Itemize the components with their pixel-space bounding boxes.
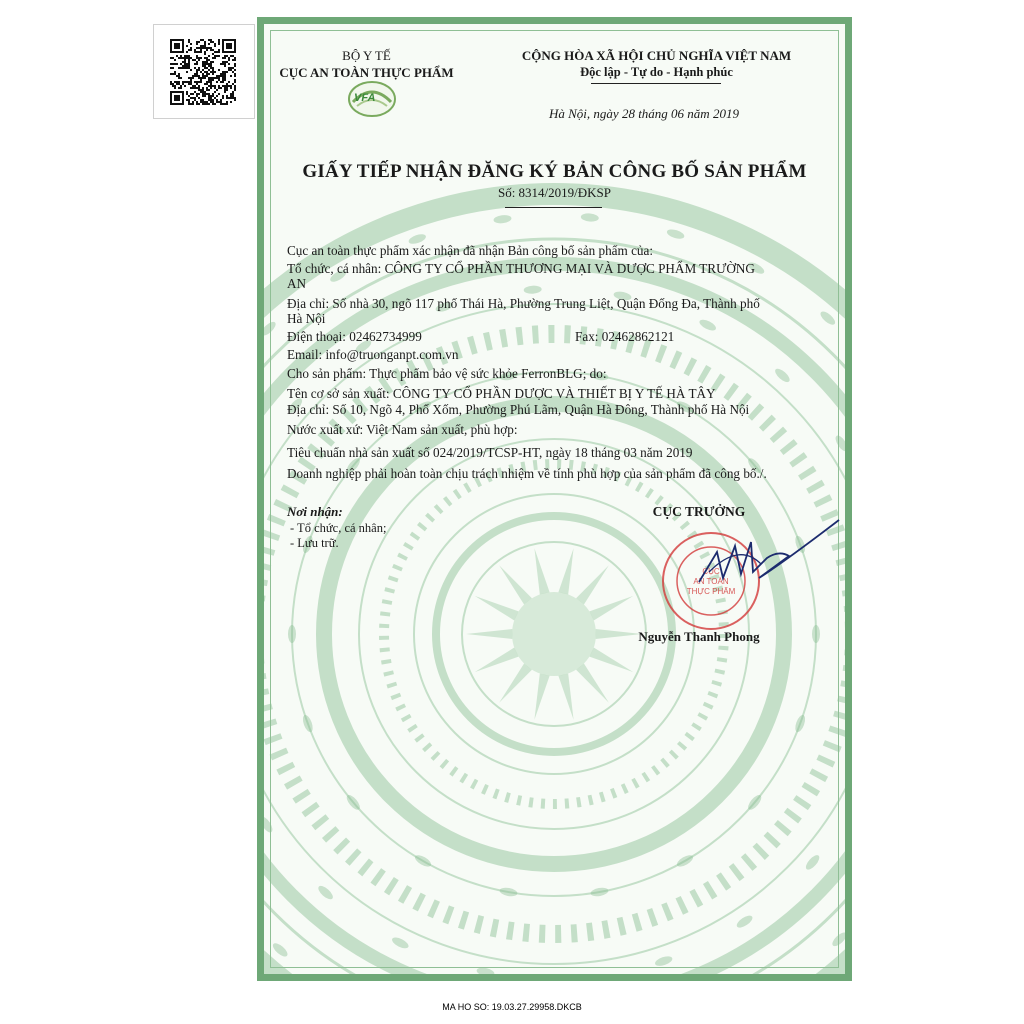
qr-code-frame xyxy=(153,24,255,119)
ministry-name: BỘ Y TẾ xyxy=(342,48,391,63)
organization-line: Tổ chức, cá nhân: CÔNG TY CỔ PHẦN THƯƠNG MẠI VÀ DƯỢC PHẨM TRƯỜNG xyxy=(287,261,755,276)
svg-text:CỤC: CỤC xyxy=(702,567,720,576)
organization-line-cont: AN xyxy=(287,276,307,291)
national-motto: Độc lập - Tự do - Hạnh phúc xyxy=(580,65,733,79)
signatory-title: CỤC TRƯỞNG xyxy=(652,504,746,519)
standard-line: Tiêu chuẩn nhà sản xuất số 024/2019/TCSP-HT, ngày 18 tháng 03 năm 2019 xyxy=(287,445,693,460)
svg-text:AN TOÀN: AN TOÀN xyxy=(693,577,729,586)
recipients-heading: Nơi nhận: xyxy=(287,504,343,519)
country-name: CỘNG HÒA XÃ HỘI CHỦ NGHĨA VIỆT NAM xyxy=(521,48,792,63)
signatory-name: Nguyễn Thanh Phong xyxy=(638,629,760,644)
issue-date: Hà Nội, ngày 28 tháng 06 năm 2019 xyxy=(549,106,739,121)
vfa-logo-text: VFA xyxy=(354,92,376,104)
manufacturer-line: Tên cơ sở sản xuất: CÔNG TY CỔ PHẦN DƯỢC VÀ THIẾT BỊ Y TẾ HÀ TÂY xyxy=(287,386,716,401)
handwritten-signature xyxy=(686,512,849,602)
intro-text: Cục an toàn thực phẩm xác nhận đã nhận Bản công bố sản phẩm của: xyxy=(287,243,654,258)
certificate-content xyxy=(264,24,845,974)
responsibility-statement: Doanh nghiệp phải hoàn toàn chịu trách nhiệm về tính phù hợp của sản phẩm đã công bố./. xyxy=(287,466,767,481)
recipient-item: - Tổ chức, cá nhân; xyxy=(290,521,387,535)
origin-line: Nước xuất xứ: Việt Nam sản xuất, phù hợp: xyxy=(287,422,518,437)
agency-name: CỤC AN TOÀN THỰC PHẨM xyxy=(279,65,454,80)
qr-code-icon xyxy=(170,39,236,105)
svg-text:THỰC PHẨM: THỰC PHẨM xyxy=(686,587,736,596)
registration-number: Số: 8314/2019/ĐKSP xyxy=(497,185,612,200)
recipient-item: - Lưu trữ. xyxy=(290,536,339,550)
organization-address-cont: Hà Nội xyxy=(287,311,326,326)
title-underline xyxy=(505,207,602,208)
record-code: MA HO SO: 19.03.27.29958.DKCB xyxy=(442,1002,582,1012)
product-line: Cho sản phẩm: Thực phẩm bảo vệ sức khỏe FerronBLG; do: xyxy=(287,366,607,381)
fax-number: Fax: 02462862121 xyxy=(575,329,675,344)
phone-number: Điện thoại: 02462734999 xyxy=(287,329,422,344)
manufacturer-address: Địa chỉ: Số 10, Ngõ 4, Phố Xốm, Phường Phú Lãm, Quận Hà Đông, Thành phố Hà Nội xyxy=(287,402,750,417)
email-address: Email: info@truonganpt.com.vn xyxy=(287,347,459,362)
document-title: GIẤY TIẾP NHẬN ĐĂNG KÝ BẢN CÔNG BỐ SẢN PHẨM xyxy=(302,161,807,182)
organization-address: Địa chỉ: Số nhà 30, ngõ 117 phố Thái Hà, Phường Trung Liệt, Quận Đống Đa, Thành phố xyxy=(287,296,760,311)
motto-underline xyxy=(591,83,721,84)
certificate xyxy=(257,17,852,981)
